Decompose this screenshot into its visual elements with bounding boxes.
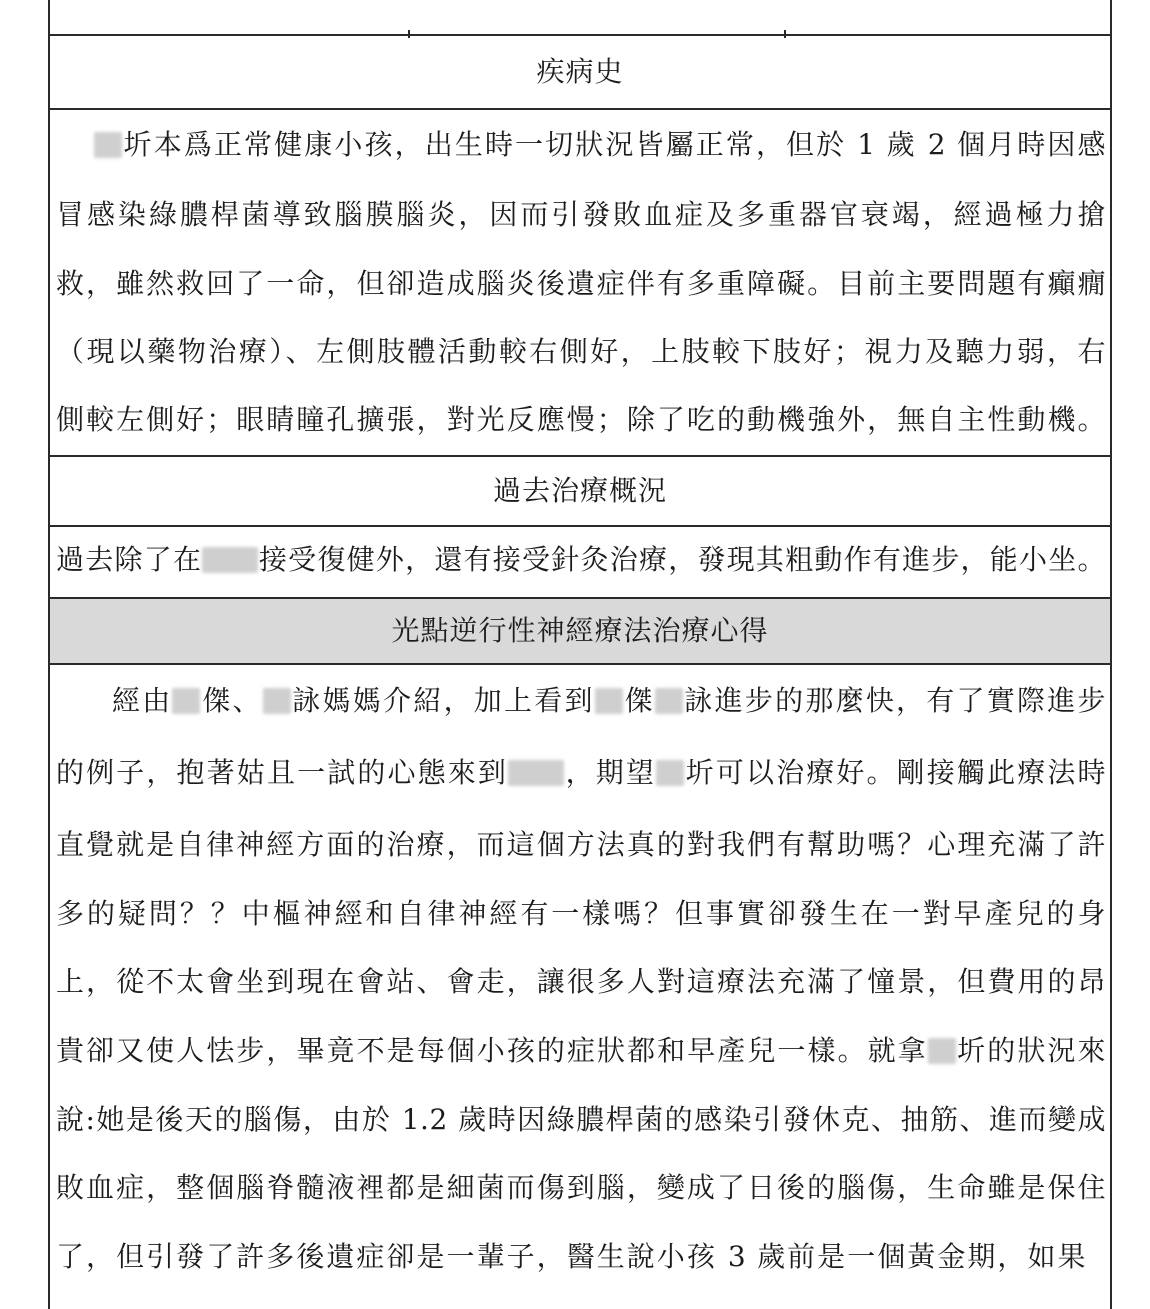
redacted-name bbox=[94, 132, 122, 158]
experience-line-3: 直覺就是自律神經方面的治療，而這個方法真的對我們有幫助嗎？心理充滿了許 bbox=[56, 828, 1106, 861]
section-title-text: 疾病史 bbox=[536, 55, 624, 88]
experience-line-2: 的例子，抱著姑且一試的心態來到 ，期望 圻可以治療好。剛接觸此療法時 bbox=[56, 756, 1106, 789]
history-line-4: （現以藥物治療）、左側肢體活動較右側好，上肢較下肢好；視力及聽力弱，右 bbox=[56, 335, 1106, 368]
redacted-name bbox=[595, 688, 623, 714]
redacted-name bbox=[172, 688, 200, 714]
redacted-name bbox=[656, 760, 684, 786]
redacted-place bbox=[202, 547, 258, 573]
section-title-text: 過去治療概況 bbox=[492, 474, 667, 507]
redacted-place bbox=[508, 760, 564, 786]
experience-line-7: 說:她是後天的腦傷，由於 1.2 歲時因綠膿桿菌的感染引發休克、抽筋、進而變成 bbox=[56, 1103, 1106, 1136]
experience-line-9: 了，但引發了許多後遺症卻是一輩子，醫生說小孩 3 歲前是一個黃金期，如果 bbox=[56, 1240, 1086, 1273]
history-line-2: 冒感染綠膿桿菌導致腦膜腦炎，因而引發敗血症及多重器官衰竭，經過極力搶 bbox=[56, 198, 1106, 231]
experience-line-1: 經由 傑、 詠媽媽介紹，加上看到 傑 詠進步的那麼快，有了實際進步 bbox=[112, 684, 1106, 717]
experience-line-5: 上，從不太會坐到現在會站、會走，讓很多人對這療法充滿了憧景，但費用的昂 bbox=[56, 965, 1106, 998]
history-line-3: 救，雖然救回了一命，但卻造成腦炎後遺症伴有多重障礙。目前主要問題有癲癇 bbox=[56, 267, 1106, 300]
experience-line-8: 敗血症，整個腦脊髓液裡都是細菌而傷到腦，變成了日後的腦傷，生命雖是保住 bbox=[56, 1171, 1106, 1204]
section-title-experience bbox=[50, 597, 1110, 665]
redacted-name bbox=[263, 688, 291, 714]
section-title-history bbox=[50, 36, 1110, 110]
experience-line-4: 多的疑問？？中樞神經和自律神經有一樣嗎？但事實卻發生在一對早產兒的身 bbox=[56, 897, 1106, 930]
section-title-past-treatment bbox=[50, 457, 1110, 527]
history-line-5: 側較左側好；眼睛瞳孔擴張，對光反應慢；除了吃的動機強外，無自主性動機。 bbox=[56, 403, 1106, 436]
section-title-text: 光點逆行性神經療法治療心得 bbox=[391, 614, 769, 647]
document-page bbox=[48, 0, 1112, 1309]
redacted-name bbox=[928, 1038, 956, 1064]
history-line-1: 圻本爲正常健康小孩，出生時一切狀況皆屬正常，但於 1 歲 2 個月時因感 bbox=[94, 131, 1106, 159]
redacted-name bbox=[655, 688, 683, 714]
experience-line-6: 貴卻又使人怯步，畢竟不是每個小孩的症狀都和早產兒一樣。就拿 圻的狀況來 bbox=[56, 1034, 1106, 1067]
past-treatment-line: 過去除了在 接受復健外，還有接受針灸治療，發現其粗動作有進步，能小坐。 bbox=[56, 543, 1106, 576]
